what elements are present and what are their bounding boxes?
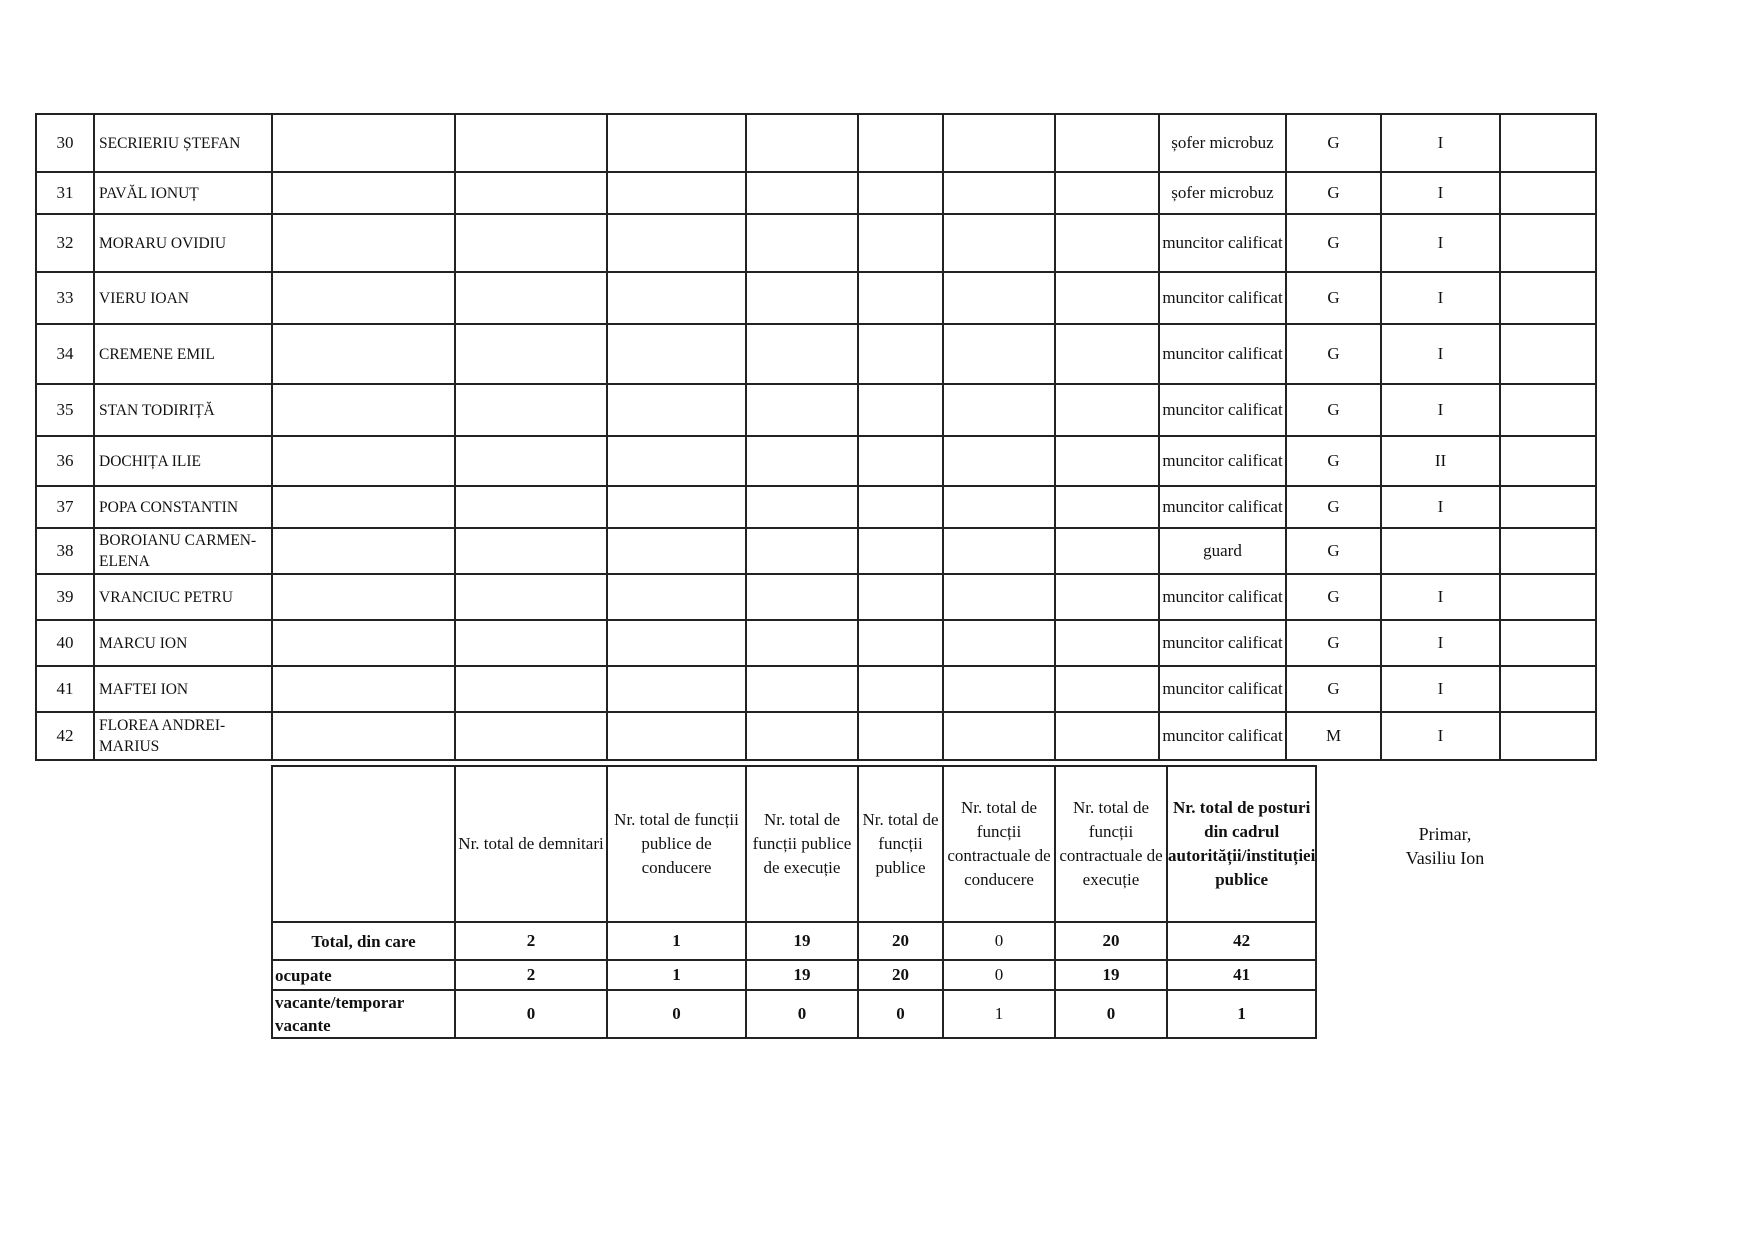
summary-row-ocupate xyxy=(272,960,1316,990)
empty-cell xyxy=(272,324,455,384)
empty-cell xyxy=(1500,666,1596,712)
empty-cell xyxy=(858,172,943,214)
employee-studies: G xyxy=(1286,574,1381,620)
empty-cell xyxy=(272,620,455,666)
value-cell: 1 xyxy=(1167,990,1316,1038)
employee-grade: II xyxy=(1381,436,1500,486)
header-functii-publice-conducere: Nr. total de funcții publice de conducere xyxy=(607,766,746,922)
value-cell: 0 xyxy=(607,990,746,1038)
value-cell: 0 xyxy=(746,990,858,1038)
value-cell: 2 xyxy=(455,960,607,990)
employee-name: MARCU ION xyxy=(94,620,272,666)
employee-function: muncitor calificat xyxy=(1159,324,1286,384)
employee-studies: G xyxy=(1286,666,1381,712)
empty-cell xyxy=(1500,528,1596,574)
empty-cell xyxy=(858,666,943,712)
empty-cell xyxy=(272,574,455,620)
empty-cell xyxy=(943,214,1055,272)
employee-table-body xyxy=(36,114,1596,760)
employee-name: MAFTEI ION xyxy=(94,666,272,712)
employee-studies: G xyxy=(1286,486,1381,528)
employee-name: SECRIERIU ȘTEFAN xyxy=(94,114,272,172)
empty-cell xyxy=(746,712,858,760)
table-row xyxy=(36,324,1596,384)
empty-cell xyxy=(607,486,746,528)
employee-studies: G xyxy=(1286,324,1381,384)
empty-cell xyxy=(1055,324,1159,384)
empty-cell xyxy=(1500,486,1596,528)
row-label-ocupate: ocupate xyxy=(272,960,455,990)
empty-cell xyxy=(607,272,746,324)
employee-name: PAVĂL IONUȚ xyxy=(94,172,272,214)
empty-cell xyxy=(1500,272,1596,324)
employee-name: MORARU OVIDIU xyxy=(94,214,272,272)
employee-function: șofer microbuz xyxy=(1159,172,1286,214)
empty-cell xyxy=(1500,436,1596,486)
empty-cell xyxy=(1055,712,1159,760)
empty-cell xyxy=(1055,114,1159,172)
value-cell: 2 xyxy=(455,922,607,960)
empty-cell xyxy=(455,114,607,172)
table-row xyxy=(36,574,1596,620)
empty-cell xyxy=(746,384,858,436)
empty-cell xyxy=(1055,384,1159,436)
empty-cell xyxy=(943,384,1055,436)
empty-cell xyxy=(1500,384,1596,436)
empty-cell xyxy=(607,114,746,172)
employee-function: muncitor calificat xyxy=(1159,574,1286,620)
empty-cell xyxy=(943,272,1055,324)
summary-row-total xyxy=(272,922,1316,960)
empty-cell xyxy=(607,712,746,760)
empty-cell xyxy=(858,528,943,574)
row-number: 33 xyxy=(36,272,94,324)
empty-cell xyxy=(1500,172,1596,214)
employee-studies: G xyxy=(1286,436,1381,486)
employee-grade: I xyxy=(1381,172,1500,214)
empty-cell xyxy=(943,324,1055,384)
empty-cell xyxy=(858,712,943,760)
row-number: 38 xyxy=(36,528,94,574)
empty-cell xyxy=(455,574,607,620)
value-cell: 0 xyxy=(943,960,1055,990)
employee-function: muncitor calificat xyxy=(1159,214,1286,272)
empty-cell xyxy=(858,384,943,436)
empty-cell xyxy=(746,620,858,666)
employee-function: muncitor calificat xyxy=(1159,620,1286,666)
header-functii-contractuale-conducere: Nr. total de funcții contractuale de conducere xyxy=(943,766,1055,922)
value-cell: 0 xyxy=(455,990,607,1038)
empty-cell xyxy=(455,214,607,272)
value-cell: 41 xyxy=(1167,960,1316,990)
employee-studies: M xyxy=(1286,712,1381,760)
employee-function: muncitor calificat xyxy=(1159,436,1286,486)
empty-cell xyxy=(1500,324,1596,384)
signature-name: Vasiliu Ion xyxy=(1405,848,1485,868)
employee-grade xyxy=(1381,528,1500,574)
empty-cell xyxy=(746,436,858,486)
empty-cell xyxy=(455,172,607,214)
empty-cell xyxy=(746,214,858,272)
empty-cell xyxy=(272,384,455,436)
row-number: 37 xyxy=(36,486,94,528)
employee-function: muncitor calificat xyxy=(1159,384,1286,436)
employee-function: șofer microbuz xyxy=(1159,114,1286,172)
employee-function: muncitor calificat xyxy=(1159,272,1286,324)
empty-cell xyxy=(1055,172,1159,214)
employee-function: muncitor calificat xyxy=(1159,712,1286,760)
employee-table xyxy=(35,113,1597,761)
empty-cell xyxy=(746,528,858,574)
empty-cell xyxy=(858,436,943,486)
employee-name: STAN TODIRIȚĂ xyxy=(94,384,272,436)
value-cell: 0 xyxy=(858,990,943,1038)
empty-cell xyxy=(943,528,1055,574)
empty-cell xyxy=(1500,114,1596,172)
empty-cell xyxy=(1055,666,1159,712)
empty-cell xyxy=(746,172,858,214)
empty-cell xyxy=(607,574,746,620)
table-row xyxy=(36,486,1596,528)
table-row xyxy=(36,272,1596,324)
table-row xyxy=(36,384,1596,436)
header-demnitari: Nr. total de demnitari xyxy=(455,766,607,922)
summary-row-vacante xyxy=(272,990,1316,1038)
empty-cell xyxy=(943,712,1055,760)
employee-grade: I xyxy=(1381,384,1500,436)
empty-cell xyxy=(607,528,746,574)
header-functii-publice-executie: Nr. total de funcții publice de execuție xyxy=(746,766,858,922)
value-cell: 1 xyxy=(607,922,746,960)
value-cell: 19 xyxy=(746,922,858,960)
employee-studies: G xyxy=(1286,384,1381,436)
table-row xyxy=(36,114,1596,172)
table-row xyxy=(36,620,1596,666)
employee-studies: G xyxy=(1286,114,1381,172)
empty-cell xyxy=(1055,528,1159,574)
empty-cell xyxy=(746,574,858,620)
empty-cell xyxy=(607,384,746,436)
empty-cell xyxy=(455,666,607,712)
employee-function: muncitor calificat xyxy=(1159,666,1286,712)
empty-cell xyxy=(455,712,607,760)
empty-cell xyxy=(1055,272,1159,324)
empty-cell xyxy=(607,214,746,272)
empty-cell xyxy=(1500,620,1596,666)
empty-cell xyxy=(455,436,607,486)
empty-cell xyxy=(943,486,1055,528)
employee-studies: G xyxy=(1286,272,1381,324)
empty-cell xyxy=(943,114,1055,172)
signature-block xyxy=(1295,822,1595,870)
value-cell: 1 xyxy=(607,960,746,990)
table-row xyxy=(36,528,1596,574)
header-total-posturi: Nr. total de posturi din cadrul autorității/instituției publice xyxy=(1167,766,1316,922)
empty-cell xyxy=(1500,574,1596,620)
employee-grade: I xyxy=(1381,272,1500,324)
empty-cell xyxy=(455,272,607,324)
empty-cell xyxy=(1055,486,1159,528)
table-row xyxy=(36,436,1596,486)
empty-cell xyxy=(1500,712,1596,760)
empty-cell xyxy=(272,666,455,712)
empty-cell xyxy=(943,172,1055,214)
employee-studies: G xyxy=(1286,214,1381,272)
employee-studies: G xyxy=(1286,528,1381,574)
employee-grade: I xyxy=(1381,324,1500,384)
table-row xyxy=(36,172,1596,214)
employee-grade: I xyxy=(1381,214,1500,272)
empty-cell xyxy=(272,214,455,272)
employee-grade: I xyxy=(1381,486,1500,528)
empty-cell xyxy=(272,712,455,760)
value-cell: 1 xyxy=(943,990,1055,1038)
employee-studies: G xyxy=(1286,620,1381,666)
employee-function: muncitor calificat xyxy=(1159,486,1286,528)
empty-cell xyxy=(858,114,943,172)
employee-grade: I xyxy=(1381,712,1500,760)
table-row xyxy=(36,666,1596,712)
summary-header-row xyxy=(272,766,1316,922)
employee-grade: I xyxy=(1381,666,1500,712)
value-cell: 42 xyxy=(1167,922,1316,960)
empty-cell xyxy=(455,486,607,528)
row-label-vacante: vacante/temporar vacante xyxy=(272,990,455,1038)
empty-cell xyxy=(272,436,455,486)
value-cell: 20 xyxy=(1055,922,1167,960)
summary-table xyxy=(271,765,1317,1039)
empty-cell xyxy=(455,528,607,574)
employee-name: POPA CONSTANTIN xyxy=(94,486,272,528)
employee-name: DOCHIȚA ILIE xyxy=(94,436,272,486)
empty-cell xyxy=(1055,574,1159,620)
empty-cell xyxy=(1500,214,1596,272)
empty-cell xyxy=(858,214,943,272)
header-functii-publice: Nr. total de funcții publice xyxy=(858,766,943,922)
value-cell: 0 xyxy=(943,922,1055,960)
empty-cell xyxy=(272,486,455,528)
value-cell: 19 xyxy=(1055,960,1167,990)
empty-cell xyxy=(943,436,1055,486)
row-label-total: Total, din care xyxy=(272,922,455,960)
employee-studies: G xyxy=(1286,172,1381,214)
employee-name: CREMENE EMIL xyxy=(94,324,272,384)
empty-cell xyxy=(746,486,858,528)
table-row xyxy=(36,712,1596,760)
empty-cell xyxy=(746,114,858,172)
value-cell: 0 xyxy=(1055,990,1167,1038)
row-number: 34 xyxy=(36,324,94,384)
value-cell: 20 xyxy=(858,922,943,960)
row-number: 36 xyxy=(36,436,94,486)
empty-cell xyxy=(1055,436,1159,486)
empty-cell xyxy=(746,666,858,712)
empty-cell xyxy=(858,486,943,528)
row-number: 35 xyxy=(36,384,94,436)
empty-cell xyxy=(607,172,746,214)
row-number: 31 xyxy=(36,172,94,214)
employee-name: VIERU IOAN xyxy=(94,272,272,324)
empty-cell xyxy=(858,324,943,384)
value-cell: 19 xyxy=(746,960,858,990)
empty-cell xyxy=(943,666,1055,712)
empty-cell xyxy=(607,324,746,384)
summary-corner-cell xyxy=(272,766,455,922)
signature-title: Primar, xyxy=(1418,824,1472,844)
empty-cell xyxy=(455,324,607,384)
employee-name: FLOREA ANDREI-MARIUS xyxy=(94,712,272,760)
empty-cell xyxy=(455,384,607,436)
employee-grade: I xyxy=(1381,114,1500,172)
empty-cell xyxy=(607,436,746,486)
empty-cell xyxy=(272,172,455,214)
row-number: 39 xyxy=(36,574,94,620)
table-row xyxy=(36,214,1596,272)
row-number: 32 xyxy=(36,214,94,272)
employee-name: BOROIANU CARMEN-ELENA xyxy=(94,528,272,574)
empty-cell xyxy=(943,620,1055,666)
empty-cell xyxy=(746,272,858,324)
empty-cell xyxy=(1055,214,1159,272)
row-number: 42 xyxy=(36,712,94,760)
employee-name: VRANCIUC PETRU xyxy=(94,574,272,620)
empty-cell xyxy=(1055,620,1159,666)
empty-cell xyxy=(746,324,858,384)
empty-cell xyxy=(607,620,746,666)
value-cell: 20 xyxy=(858,960,943,990)
row-number: 41 xyxy=(36,666,94,712)
empty-cell xyxy=(607,666,746,712)
empty-cell xyxy=(858,620,943,666)
row-number: 30 xyxy=(36,114,94,172)
header-functii-contractuale-executie: Nr. total de funcții contractuale de execuție xyxy=(1055,766,1167,922)
empty-cell xyxy=(272,528,455,574)
empty-cell xyxy=(858,574,943,620)
employee-grade: I xyxy=(1381,574,1500,620)
empty-cell xyxy=(455,620,607,666)
empty-cell xyxy=(272,272,455,324)
employee-function: guard xyxy=(1159,528,1286,574)
empty-cell xyxy=(858,272,943,324)
employee-grade: I xyxy=(1381,620,1500,666)
empty-cell xyxy=(272,114,455,172)
empty-cell xyxy=(943,574,1055,620)
row-number: 40 xyxy=(36,620,94,666)
